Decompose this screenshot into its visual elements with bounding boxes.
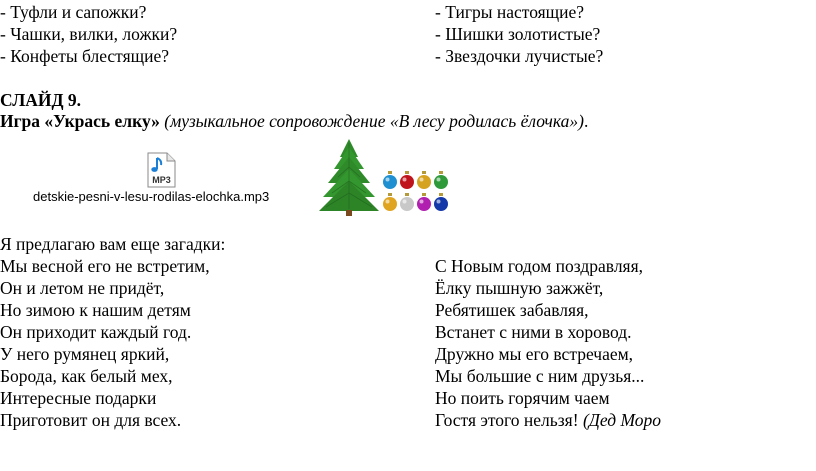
attachment-filename[interactable]: detskie-pesni-v-lesu-rodilas-elochka.mp3 <box>33 189 270 204</box>
poem-left-line: Мы весной его не встретим, <box>0 256 210 276</box>
question-right-2: - Шишки золотистые? <box>435 24 601 44</box>
poem-left-line: Он и летом не придёт, <box>0 278 165 298</box>
ornament-ball-icon[interactable] <box>382 171 398 190</box>
poem-right-line: С Новым годом поздравляя, <box>435 256 644 276</box>
poem-right-line: Ёлку пышную зажжёт, <box>435 278 604 298</box>
game-note: (музыкальное сопровождение «В лесу родилась ёлочка») <box>164 111 584 131</box>
game-heading <box>0 110 588 132</box>
ornament-ball-icon[interactable] <box>399 171 415 190</box>
game-period: . <box>583 111 589 131</box>
ornament-ball-icon[interactable] <box>433 193 449 212</box>
ornament-ball-icon[interactable] <box>416 193 432 212</box>
poem-left-line: Но зимою к нашим детям <box>0 300 191 320</box>
poem-left-line: Приготовит он для всех. <box>0 410 182 430</box>
poem-left-line: Интересные подарки <box>0 388 157 408</box>
riddle-answer: (Дед Моро <box>582 410 662 430</box>
question-right-1: - Тигры настоящие? <box>435 2 585 22</box>
question-right-3: - Звездочки лучистые? <box>435 46 604 66</box>
riddle-intro: Я предлагаю вам еще загадки: <box>0 234 226 254</box>
poem-right-line: Мы большие с ним друзья... <box>435 366 645 386</box>
slide-title: СЛАЙД 9. <box>0 90 82 110</box>
poem-right-line: Но поить горячим чаем <box>435 388 610 408</box>
poem-left-line: Он приходит каждый год. <box>0 322 192 342</box>
poem-right-line: Ребятишек забавляя, <box>435 300 589 320</box>
ornament-ball-icon[interactable] <box>416 171 432 190</box>
ornament-ball-icon[interactable] <box>433 171 449 190</box>
audio-file-icon[interactable] <box>145 152 177 188</box>
poem-right-line: Встанет с ними в хоровод. <box>435 322 632 342</box>
ornament-ball-icon[interactable] <box>382 193 398 212</box>
poem-right-line: Дружно мы его встречаем, <box>435 344 634 364</box>
question-left-2: - Чашки, вилки, ложки? <box>0 24 178 44</box>
mp3-label: MP3 <box>152 175 171 185</box>
ornament-ball-icon[interactable] <box>399 193 415 212</box>
question-left-3: - Конфеты блестящие? <box>0 46 170 66</box>
question-left-1: - Туфли и сапожки? <box>0 2 147 22</box>
christmas-tree-icon <box>318 137 380 217</box>
poem-left-line: У него румянец яркий, <box>0 344 170 364</box>
poem-right-last-line <box>435 409 661 431</box>
poem-right-last-text: Гостя этого нельзя! <box>435 410 583 430</box>
poem-left-line: Борода, как белый мех, <box>0 366 173 386</box>
game-title: Игра «Укрась елку» <box>0 111 160 131</box>
